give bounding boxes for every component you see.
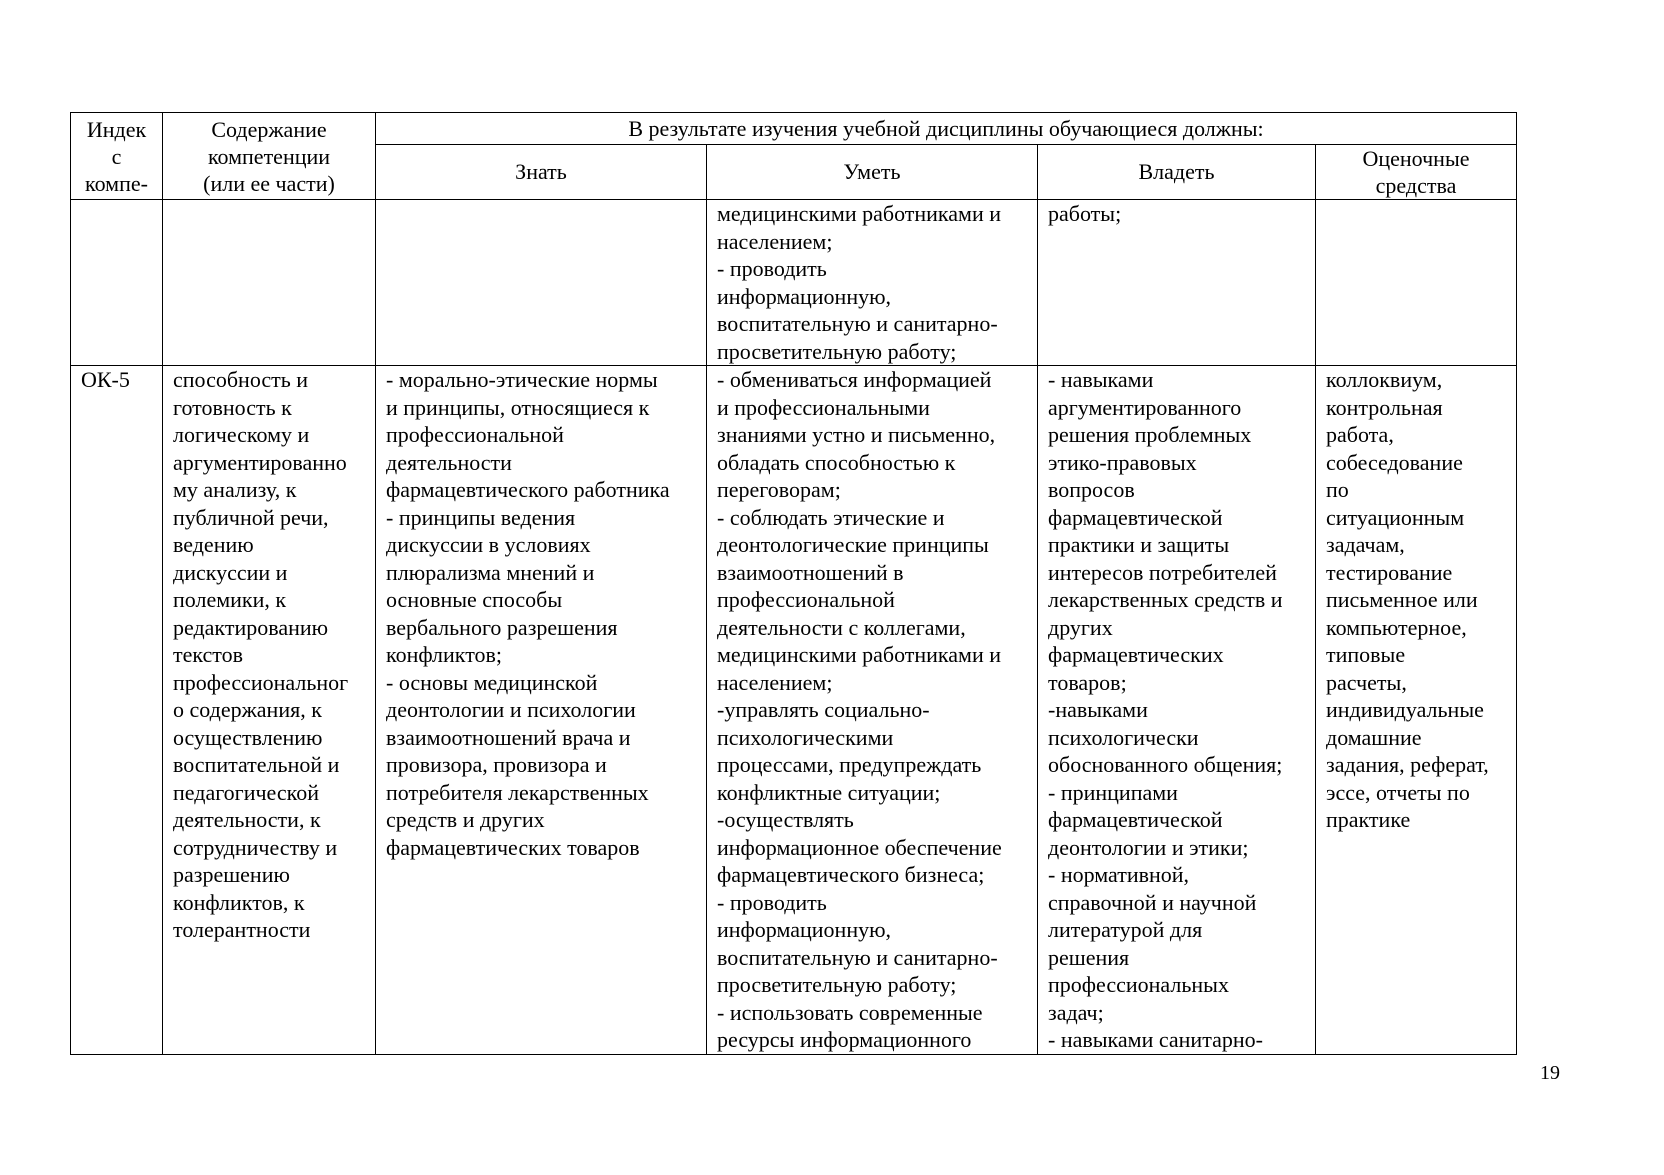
cell-index [71,200,163,366]
page-number: 19 [1540,1062,1560,1084]
header-master: Владеть [1038,145,1316,200]
header-able: Уметь [707,145,1038,200]
header-index: Индек с компе- [71,113,163,200]
table-row [71,366,1517,1055]
cell-assessment: коллоквиум, контрольная работа, собеседование по ситуационным задачам, тестирование письменное или компьютерное, типовые расчеты, индивидуальные домашние задания, реферат, эссе, отчеты по практике [1316,366,1517,1055]
cell-know: - морально-этические нормы и принципы, относящиеся к профессиональной деятельности фармацевтического работника - принципы ведения дискуссии в условиях плюрализма мнений и основные способы вербального разрешения конфликтов; - основы медицинской деонтологии и психологии взаимоотношений врача и провизора, провизора и потребителя лекарственных средств и других фармацевтических товаров [376,366,707,1055]
cell-master: работы; [1038,200,1316,366]
header-row-top [71,113,1517,145]
cell-master: - навыками аргументированного решения проблемных этико-правовых вопросов фармацевтической практики и защиты интересов потребителей лекарственных средств и других фармацевтических товаров; -навыками психологически обоснованного общения; - принципами фармацевтической деонтологии и этики; - нормативной, справочной и научной литературой для решения профессиональных задач; - навыками санитарно- [1038,366,1316,1055]
header-result-span: В результате изучения учебной дисциплины обучающиеся должны: [376,113,1517,145]
competency-table [70,112,1517,1055]
cell-assessment [1316,200,1517,366]
cell-able: медицинскими работниками и населением; - проводить информационную, воспитательную и санитарно- просветительную работу; [707,200,1038,366]
header-assessment: Оценочные средства [1316,145,1517,200]
header-content: Содержание компетенции (или ее части) [163,113,376,200]
cell-able: - обмениваться информацией и профессиональными знаниями устно и письменно, обладать способностью к переговорам; - соблюдать этические и деонтологические принципы взаимоотношений в профессиональной деятельности с коллегами, медицинскими работниками и населением; -управлять социально- психологическими процессами, предупреждать конфликтные ситуации; -осуществлять информационное обеспечение фармацевтического бизнеса; - проводить информационную, воспитательную и санитарно- просветительную работу; - использовать современные ресурсы информационного [707,366,1038,1055]
cell-index: ОК-5 [71,366,163,1055]
cell-know [376,200,707,366]
header-know: Знать [376,145,707,200]
cell-content: способность и готовность к логическому и аргументированно му анализу, к публичной речи, ведению дискуссии и полемики, к редактированию текстов профессиональног о содержания, к осуществлению воспитательной и педагогической деятельности, к сотрудничеству и разрешению конфликтов, к толерантности [163,366,376,1055]
table-row [71,200,1517,366]
cell-content [163,200,376,366]
